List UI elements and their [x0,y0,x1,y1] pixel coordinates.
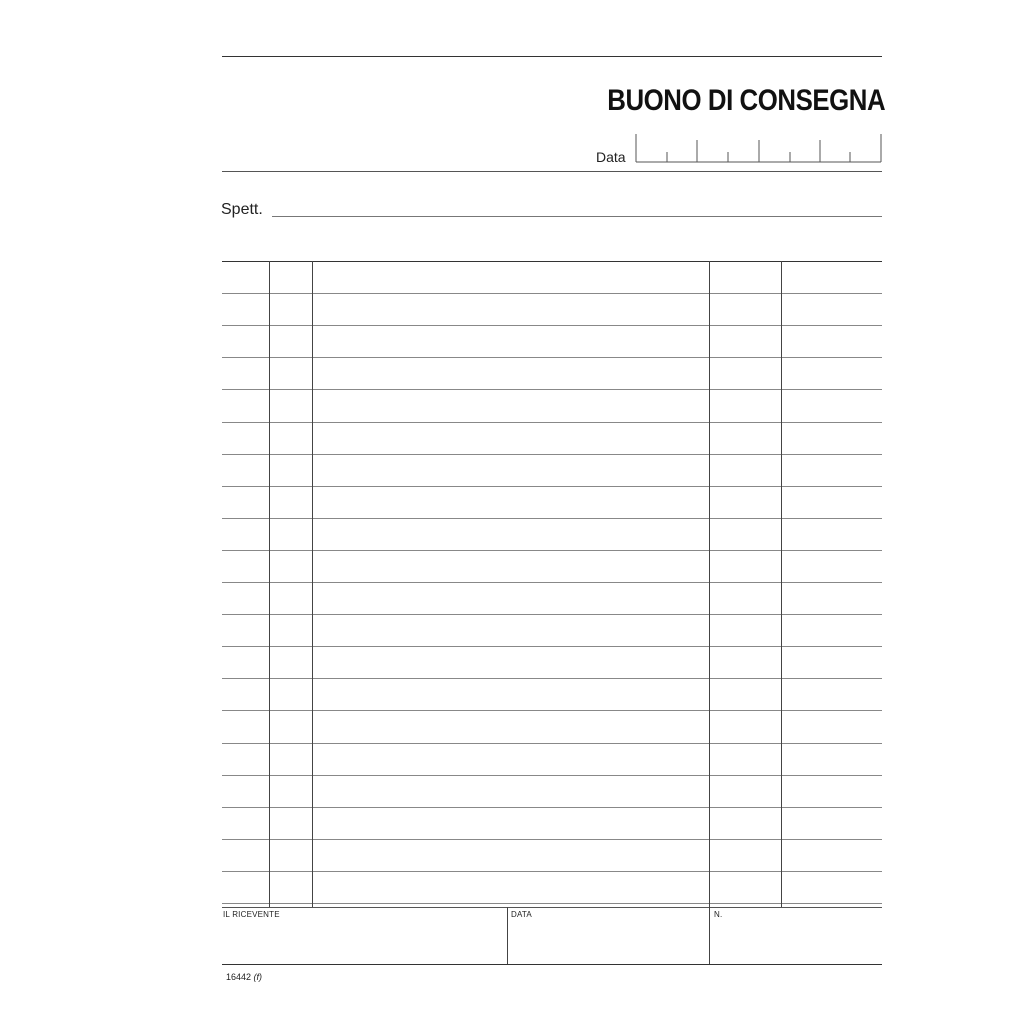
table-row[interactable] [222,583,882,614]
table-row[interactable] [222,840,882,871]
table-row[interactable] [222,551,882,582]
table-row[interactable] [222,679,882,710]
table-column-divider-4 [781,261,782,907]
form-code-number: 16442 [226,972,252,982]
table-row[interactable] [222,358,882,389]
table-row[interactable] [222,711,882,742]
table-row[interactable] [222,390,882,421]
table-row[interactable] [222,776,882,807]
footer-top-rule [222,907,882,908]
table-column-divider-2 [312,261,313,907]
footer-number-label: N. [714,910,723,919]
recipient-input-line[interactable] [272,216,882,217]
table-row[interactable] [222,519,882,550]
table-row[interactable] [222,872,882,903]
recipient-label: Spett. [221,201,263,218]
footer-date-field[interactable] [508,922,708,962]
receiver-label: IL RICEVENTE [223,910,280,919]
table-column-divider-1 [269,261,270,907]
table-row[interactable] [222,744,882,775]
table-row[interactable] [222,455,882,486]
form-code-suffix: (f) [253,972,263,982]
table-row[interactable] [222,615,882,646]
table-row[interactable] [222,262,882,293]
receiver-signature-field[interactable] [222,922,506,962]
table-row-rule [222,903,882,904]
table-row[interactable] [222,294,882,325]
date-label: Data [596,149,626,165]
top-rule [222,56,882,57]
footer-bottom-rule [222,964,882,965]
table-row[interactable] [222,808,882,839]
table-row[interactable] [222,487,882,518]
footer-date-label: DATA [511,910,532,919]
date-entry-box[interactable] [634,132,884,166]
table-row[interactable] [222,423,882,454]
header-bottom-rule [222,171,882,172]
form-code [226,972,262,982]
table-column-divider-3 [709,261,710,907]
table-row[interactable] [222,326,882,357]
document-title: BUONO DI CONSEGNA [607,84,885,117]
table-row[interactable] [222,647,882,678]
footer-number-field[interactable] [710,922,882,962]
